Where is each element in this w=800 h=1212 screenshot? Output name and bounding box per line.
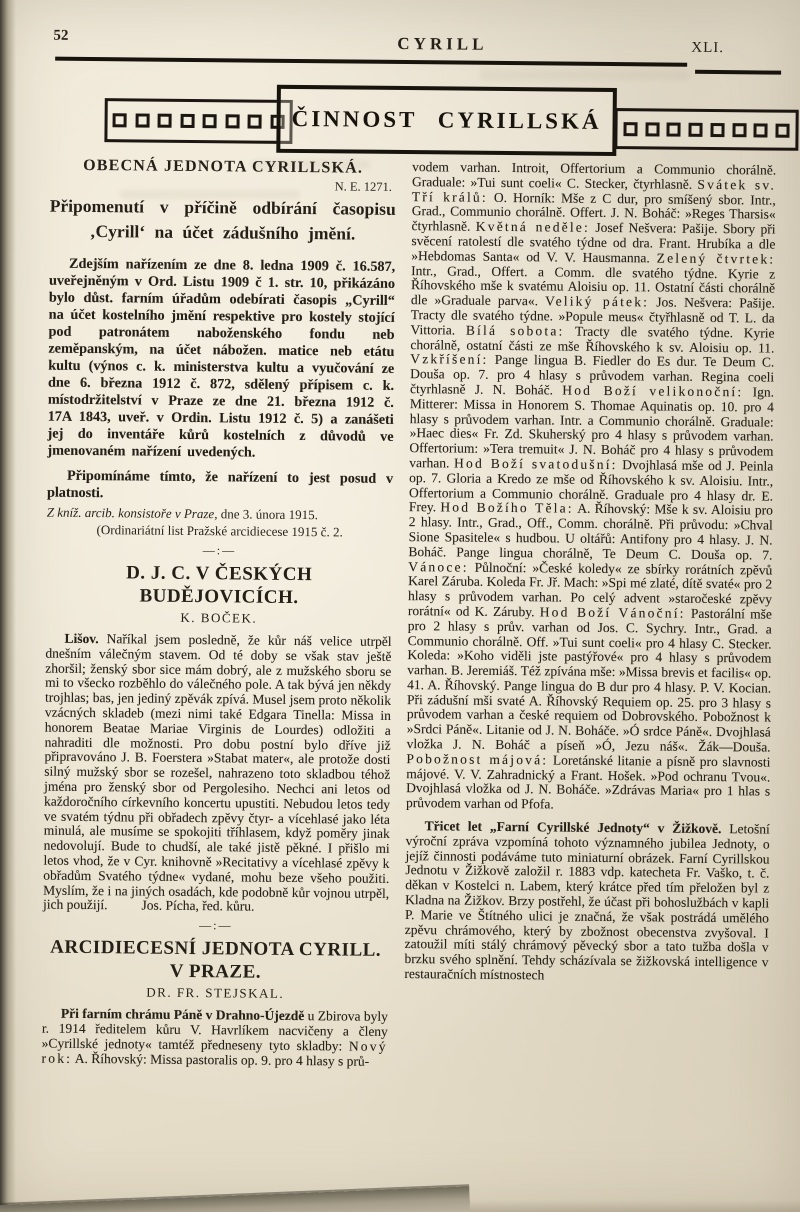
ornament-square [248,115,262,129]
ornament-square [203,114,217,128]
section-author: DR. FR. STEJSKAL. [146,984,285,1002]
notice-paragraph: Zdejším nařízením ze dne 8. ledna 1909 č. 16.587, uveřejněným v Ord. Listu 1909 č 1. str. 10, přikázáno bylo důst. farním úřadům odebírati časopis „Cyrill“ na účet kostelního jmění respektive pro kostely stojící pod patronátem naboženského fondu neb zeměpanským, na účet nábožen. matice neb etátu kultu (výnos c. k. ministerstva kultu a vyučování ze dne 6. března 1912 č. 872, sdělený přípisem c. k. místodržitelství v Praze ze dne 21. března 1912 č. 17A 1843, uveř. v Ordin. Listu 1912 č. 5) a zanášeti jej do inventáře kůrů kostelních z důvodů ve jmenovaném nařízení uvedených. [47,255,396,461]
header-rule [55,57,687,67]
ornament-square [667,122,681,136]
volume-number: XLI. [691,39,725,57]
page-number: 52 [53,27,69,44]
ornament-square [710,122,724,136]
heading-line-1: ARCIDIECESNÍ JEDNOTA CYRILL. [50,936,382,961]
section-author: K. BOČEK. [180,609,258,626]
section-separator: —:— [202,543,237,558]
ornament-square [754,123,768,137]
journal-title: CYRILL [397,33,488,54]
ornament-square [645,122,659,136]
section-separator: —:— [199,918,233,933]
header-rule-right-segment [695,70,781,74]
section-heading-budejovice: D. J. C. V ČESKÝCH BUDĚJOVICÍCH. [126,562,313,609]
ornament-square [225,114,239,128]
section-banner [4,82,800,162]
banner-title: ČINNOST CYRILLSKÁ [291,105,602,134]
report-paragraph-drahno-ujezd: Při farním chrámu Páně v Drahno-Újezdě u Zbirova byly r. 1914 ředitelem kůru V. Havrlíkem nacvičeny a členy »Cyrillské jednoty« tamtéž předneseny tyto skladby: Nový rok: A. Říhovský: Missa pastoralis op. 9. pro 4 hlasy s prů- [41,1005,389,1069]
reference-number: N. E. 1271. [334,179,393,194]
right-column [404,160,776,985]
banner-title-box [276,85,617,156]
notice-title: Připomenutí v příčině odbírání časopisu ‚Cyrill‘ na účet zádušního jmění. [49,195,396,244]
report-paragraph-continuation: vodem varhan. Introit, Offertorium a Communio chorálně. Graduale: »Tui sunt coeli« C. Stecker, čtyrhlasně. Svátek sv. Tří králů: O. Horník: Mše z C dur, pro smíšený sbor. Intr., Grad., Communio chorálně. Offert. J. N. Boháč: »Reges Tharsis« čtyrhlasně. Květná neděle: Josef Nešvera: Pašije. Sbory při svěcení ratolestí dle svatého týdne od dra. Frant. Hrubíka a dle »Hebdomas Santa« od V. V. Hausmanna. Zelený čtvrtek: Intr., Grad., Offert. a Comm. dle svatého týdne. Kyrie z Říhovského mše k svatému Aloisiu op. 11. Ostatní části chorálně dle »Graduale parva«. Veliký pátek: Jos. Nešvera: Pašije. Tracty dle svatého týdne. »Popule meus« čtyřhlasně od T. L. da Vittoria. Bílá sobota: Tracty dle svatého týdne. Kyrie chorálně, ostatní části ze mše Říhovského k sv. Aloisiu op. 11. Vzkříšení: Pange lingua B. Fiedler do Es dur. Te Deum C. Douša op. 7. pro 4 hlasy s průvodem varhan. Regina coeli čtyrhlasně J. N. Boháč. Hod Boží velikonoční: Ign. Mitterer: Missa in Honorem S. Thomae Aquinatis op. 10. pro 4 hlasy s průvodem varhan. Intr. a Communio chorálně. Graduale: »Haec dies« Fr. Zd. Skuherský pro 4 hlasy s průvodem varhan. Offertorium: »Tera tremuit« J. N. Boháč pro 4 hlasy s průvodem varhan. Hod Boží svatodušní: Dvojhlasá mše od J. Peinla op. 7. Gloria a Kredo ze mše od Říhovského k sv. Aloisiu. Intr., Offertorium a Communio chorálně. Graduale pro 4 hlasy dr. E. Frey. Hod Božího Těla: A. Říhovský: Mše k sv. Aloisiu pro 2 hlasy. Intr., Grad., Off., Comm. chorálně. Při průvodu: »Chval Sione Spasitele« s hudbou. U oltářů: Antifony pro 4 hlasy. J. N. Boháč. Pange lingua chorálně, Te Deum C. Douša op. 7. Vánoce: Půlnoční: »České koledy« ze sbírky rorátních zpěvů Karel Záruba. Koleda Fr. Jř. Mach: »Spi mé zlaté, dítě svaté« pro 2 hlasy s průvodem varhan. Po celý advent »staročeské zpěvy rorátní« od K. Záruby. Hod Boží Vánoční: Pastorální mše pro 2 hlasy s prův. varhan od Jos. C. Sychry. Intr., Grad. a Communio chorálně. Off. »Tui sunt coeli« pro 4 hlasy C. Stecker. Koleda: »Koho viděli jste pastýřové« pro 4 hlasy s průvodem varhan. B. Jeremiáš. Též zpívána mše: »Missa brevis et facilis« op. 41. A. Říhovský. Pange lingua do B dur pro 4 hlasy. P. V. Kocian. Při zádušní mši svaté A. Říhovský Requiem op. 25. pro 3 hlasy s průvodem varhan a české requiem od Dobrovského. Pobožnost k »Srdci Páně«. Litanie od J. N. Boháče. »Ó srdce Páně«. Dvojhlasá vložka J. N. Boháč a píseň »Ó, Jezu náš«. Žák—Douša. Pobožnost májová: Loretánské litanie a písně pro slavnosti májové. V. V. Zahradnický a Frant. Hošek. »Pod ochranu Tvou«. Dvojhlasá vložka od J. N. Boháče. »Zdrávas Maria« pro 1 hlas s průvodem varhan od Pfofa. [405,159,777,812]
left-column [42,157,397,1070]
report-paragraph-lisov: Lišov. Naříkal jsem posledně, že kůr náš velice utrpěl dnešním válečným stavem. Od té doby se však stav ještě zhoršil; ženský sbor sice mám dobrý, ale z mužského sboru se mi to všecko rozběhlo do válečného pole. A tak bývá jen někdy trojhlas; bas, jen jediný zpěvák zpívá. Musel jsem proto několik vzácných skladeb (mezi nimi také Edgara Tinella: Missa in honorem Beatae Mariae Virginis de Lourdes) odložiti a nahraditi dle možnosti. Pro dobu postní bylo dříve již připravováno J. B. Foerstera »Stabat mater«, ale protože dosti silný mužský sbor se rozešel, nahrazeno toto skladbou téhož jména pro ženský sbor od Pergolesiho. Nechci ani letos od každoročního církevního koncertu upustiti. Nebudou letos tedy ve svatém týdnu při obřadech zpěvy čtyr- a vícehlasé jako léta minulá, ale musíme se spokojiti tříhlasem, když poměry jinak nedovolují. Bude to chudší, ale také jistě pěkné. I přišlo mi letos vhod, že v Cyr. knihovně »Recitativy a vícehlasé zpěvy k obřadům Svatého týdne« vydané, mohu beze všeho použiti. Myslím, že i na jiných osadách, kde podobně kůr vojnou utrpěl, jich použijí. Jos. Pícha, řed. kůru. [42,630,392,914]
ornament-square [180,114,194,128]
ornament-square [732,123,746,137]
ornament-box-right [614,108,798,151]
ornament-square [135,113,149,127]
section-heading-arcidiecesni [42,936,388,985]
source-line: (Ordinariátní list Pražské arcidiecese 1915 č. 2. [96,522,343,540]
credit-line: Z kníž. arcib. konsistoře v Praze, dne 3. února 1915. [46,504,318,523]
ornament-square [775,123,789,137]
ornament-square [623,122,637,136]
ornament-square [113,113,127,127]
section-heading-obecna-jednota: OBECNÁ JEDNOTA CYRILLSKÁ. [83,156,364,177]
notice-paragraph: Připomínáme tímto, že nařízení to jest posud v platnosti. [46,467,394,502]
heading-line-2: V PRAZE. [169,960,262,983]
ornament-square [689,122,703,136]
ornament-square [158,114,172,128]
ornament-box-left [104,98,292,144]
report-paragraph-zizkov: Třicet let „Farní Cyrillské Jednoty“ v Žižkově. Letošní výroční zpráva vzpomíná tohoto významného jubilea Jednoty, o jejíž činnosti podáváme tuto miniaturní obrázek. Farní Cyrillskou Jednotu v Žižkově založil r. 1883 vdp. katecheta Fr. Vaško, t. č. děkan v Kostelci n. Labem, který krátce před tím přeložen byl z Kladna na Žižkov. Brzy postřehl, že účast při bohoslužbách v kapli P. Marie ve Štítného ulici je značná, že však postrádá umělého zpěvu chrámového, který by zbožnost obecenstva zvyšoval. I zatoužil míti stálý chrámový pěvecký sbor a tato tužba došla v brzku svého splnění. Tehdy scházívala se žižkovská intelligence v restauračních místnostech [404,818,770,983]
